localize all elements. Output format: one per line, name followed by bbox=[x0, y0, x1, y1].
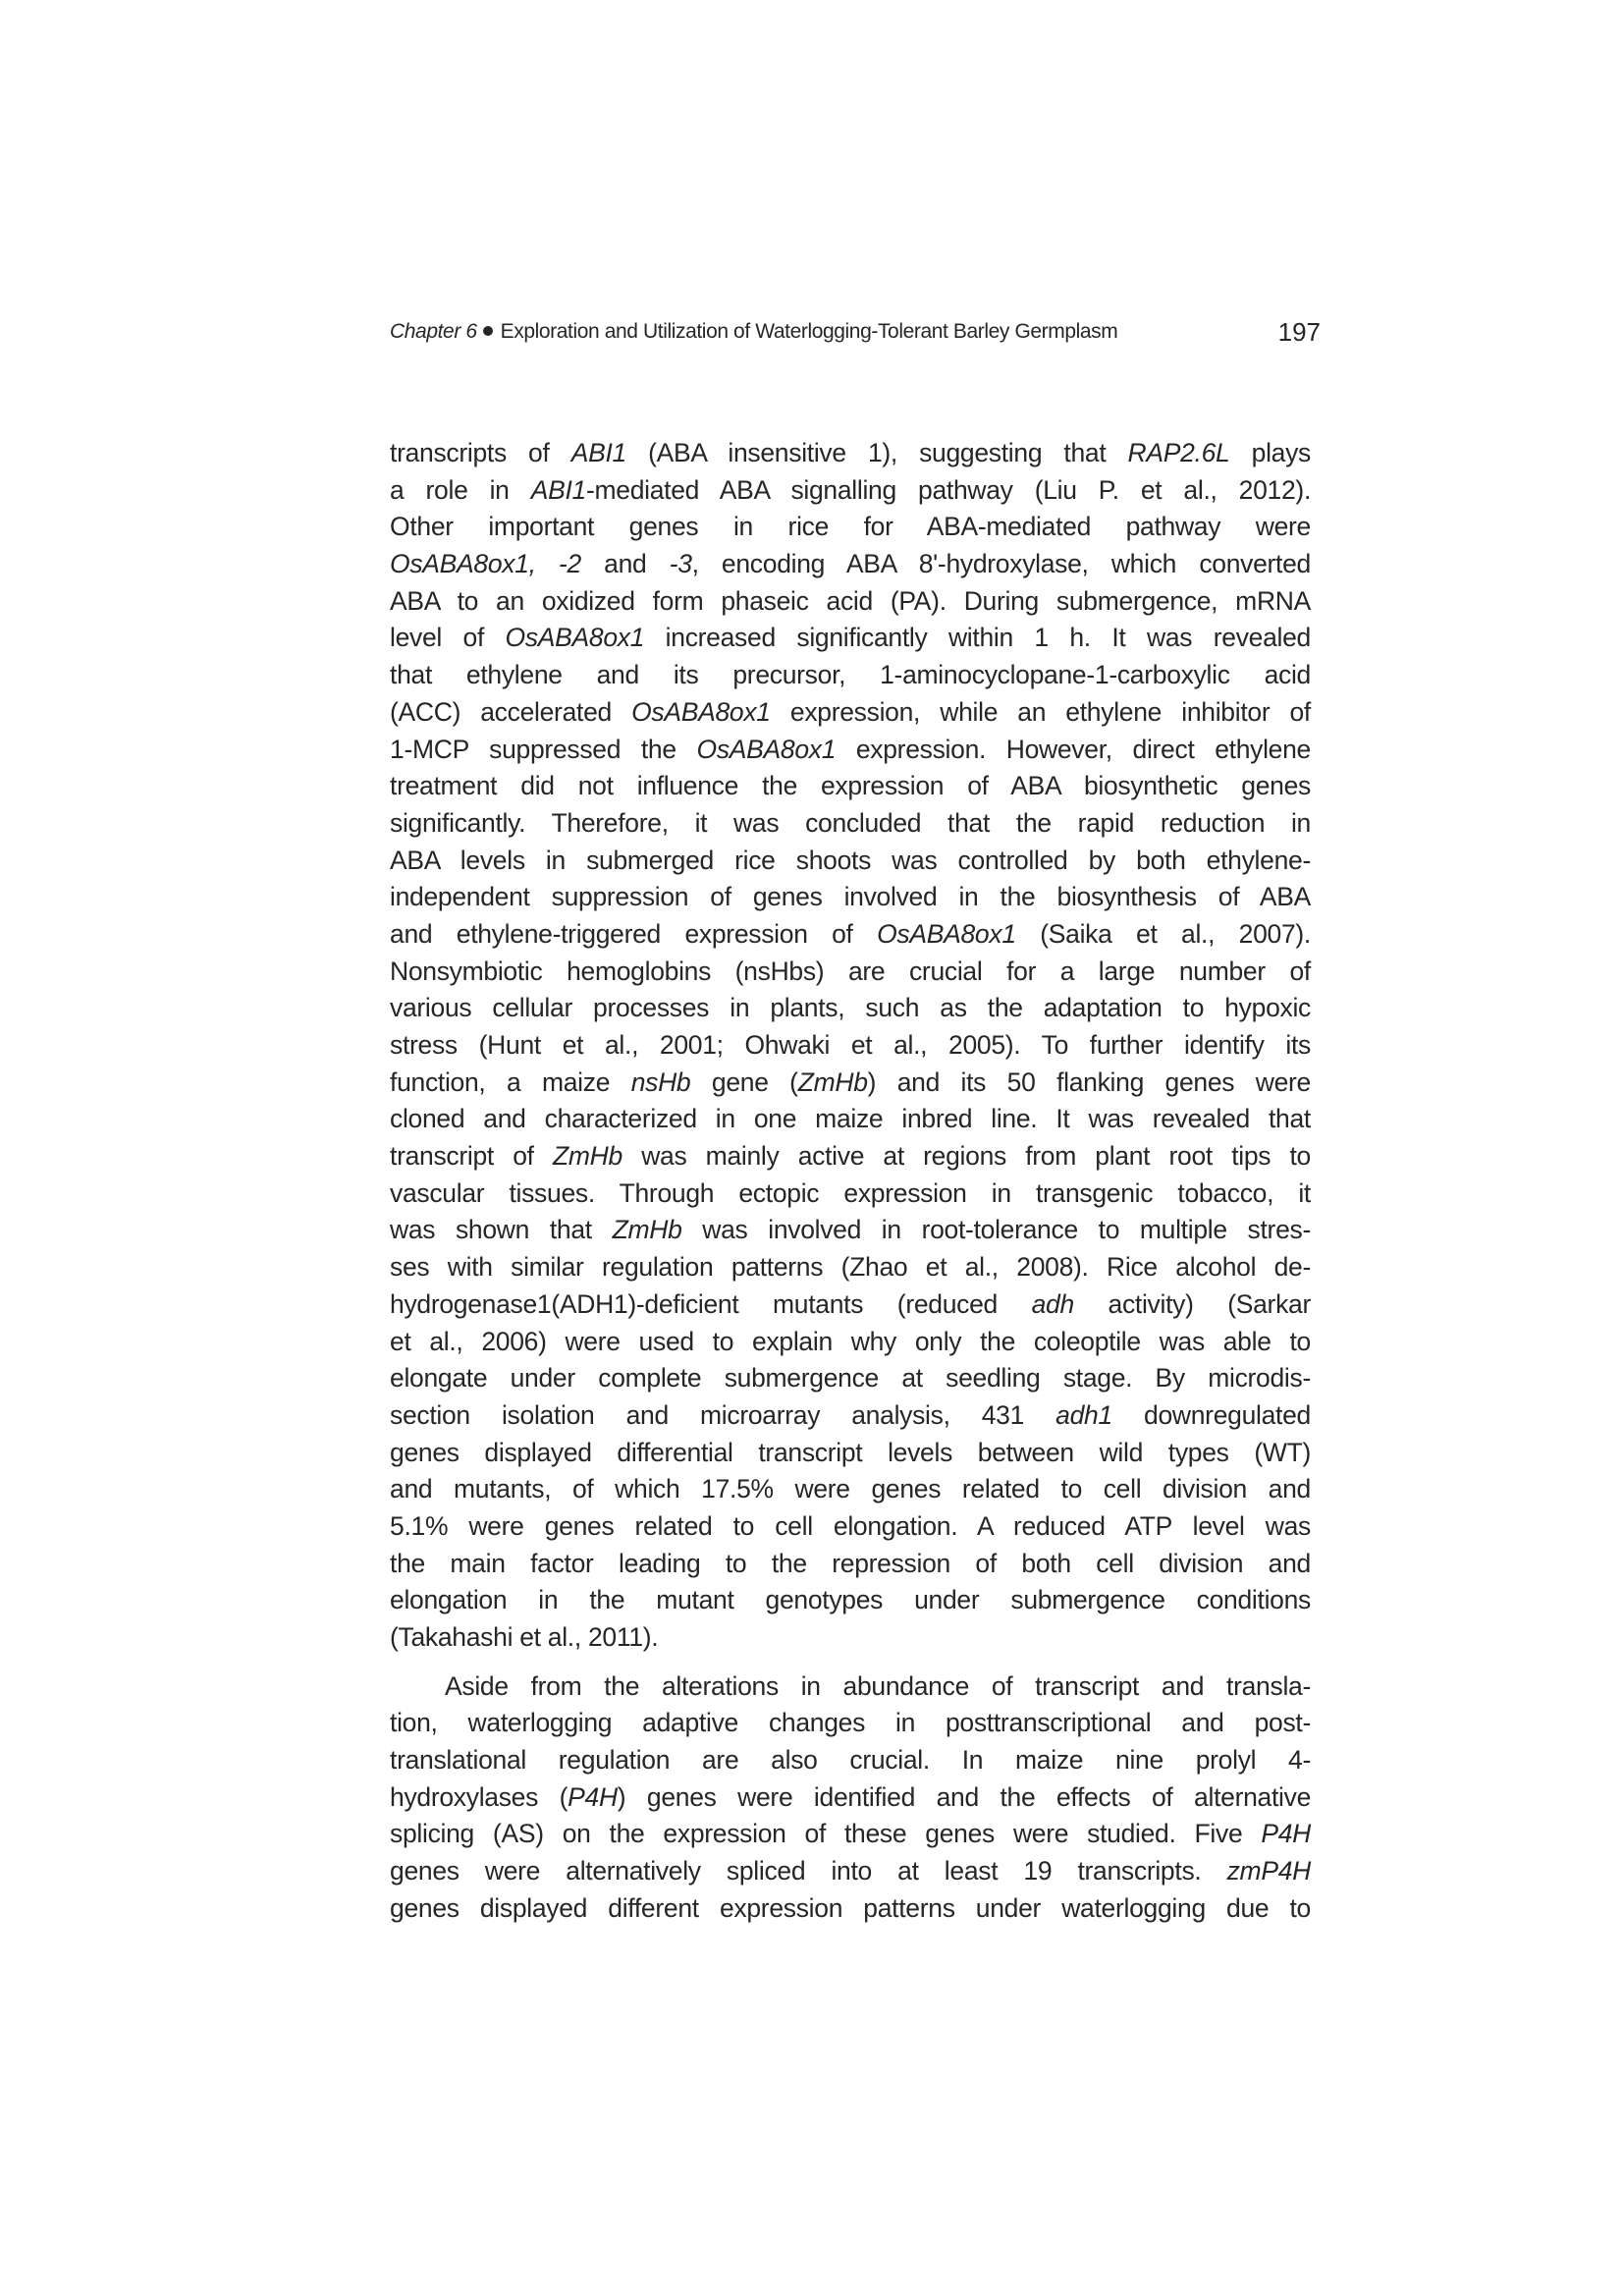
text-line bbox=[390, 1705, 1311, 1742]
text-run: the main factor leading to the repression of both cell division and bbox=[390, 1548, 1311, 1578]
bullet-icon bbox=[483, 326, 493, 336]
text-line bbox=[390, 1435, 1311, 1472]
text-line bbox=[390, 1582, 1311, 1619]
text-line bbox=[390, 732, 1311, 769]
text-run: was mainly active at regions from plant root tips to bbox=[622, 1141, 1311, 1172]
text-line bbox=[390, 1779, 1311, 1817]
text-line bbox=[390, 1890, 1311, 1928]
text-line bbox=[390, 620, 1311, 657]
gene-name: adh1 bbox=[1055, 1399, 1112, 1430]
gene-name: ZmHb bbox=[797, 1066, 868, 1097]
text-run: expression, while an ethylene inhibitor of bbox=[770, 696, 1311, 727]
text-run: vascular tissues. Through ectopic expression in transgenic tobacco, it bbox=[390, 1177, 1311, 1208]
gene-name: P4H bbox=[568, 1781, 618, 1812]
gene-name: nsHb bbox=[630, 1066, 691, 1097]
text-line bbox=[390, 990, 1311, 1027]
text-run: a role in bbox=[390, 474, 531, 505]
text-run: ) and its 50 flanking genes were bbox=[867, 1066, 1311, 1097]
text-run: that ethylene and its precursor, 1-aminocyclopane-1-carboxylic acid bbox=[390, 660, 1311, 690]
text-run: genes displayed different expression patterns under waterlogging due to bbox=[390, 1892, 1311, 1923]
text-run: ses with similar regulation patterns (Zhao et al., 2008). Rice alcohol de- bbox=[390, 1252, 1311, 1283]
text-run: Other important genes in rice for ABA-mediated pathway were bbox=[390, 512, 1311, 542]
text-run: downregulated bbox=[1111, 1399, 1311, 1430]
text-run: genes were alternatively spliced into at least 19 transcripts. bbox=[390, 1856, 1227, 1886]
text-run: transcripts of bbox=[390, 438, 571, 467]
text-run: (ACC) accelerated bbox=[390, 696, 632, 727]
text-run: stress (Hunt et al., 2001; Ohwaki et al., 2005). To further identify its bbox=[390, 1030, 1311, 1060]
text-run: , encoding ABA 8'-hydroxylase, which converted bbox=[691, 549, 1311, 579]
text-line bbox=[390, 1546, 1311, 1583]
text-run: transcript of bbox=[390, 1141, 553, 1172]
text-run: elongate under complete submergence at seedling stage. By microdis- bbox=[390, 1363, 1311, 1394]
text-run: -mediated ABA signalling pathway (Liu P. et al., 2012). bbox=[585, 474, 1312, 505]
gene-name: ZmHb bbox=[553, 1141, 622, 1172]
text-line bbox=[390, 879, 1311, 916]
text-run: plays bbox=[1229, 438, 1311, 467]
gene-name: ZmHb bbox=[612, 1215, 682, 1245]
text-line bbox=[390, 1175, 1311, 1213]
text-run: (Takahashi et al., 2011). bbox=[390, 1622, 659, 1652]
text-run: ) genes were identified and the effects of alternative bbox=[617, 1781, 1312, 1812]
gene-name: RAP2.6L bbox=[1127, 438, 1230, 467]
gene-name: OsABA8ox1 bbox=[877, 918, 1016, 949]
text-line bbox=[390, 1101, 1311, 1138]
text-run: level of bbox=[390, 623, 506, 653]
paragraph-gap bbox=[390, 1657, 1311, 1668]
text-line bbox=[390, 657, 1311, 694]
text-line bbox=[390, 1027, 1311, 1065]
text-line bbox=[390, 805, 1311, 843]
text-line bbox=[390, 1397, 1311, 1435]
paragraph bbox=[390, 1668, 1311, 1928]
gene-name: OsABA8ox1 bbox=[631, 696, 771, 727]
text-run: hydrogenase1(ADH1)-deficient mutants (reduced bbox=[390, 1288, 1032, 1319]
text-run: and bbox=[580, 549, 670, 579]
text-line bbox=[390, 1286, 1311, 1324]
text-line bbox=[390, 1619, 1311, 1657]
text-run: various cellular processes in plants, such as the adaptation to hypoxic bbox=[390, 993, 1311, 1023]
text-line bbox=[390, 1668, 1311, 1706]
gene-name: zmP4H bbox=[1226, 1856, 1311, 1886]
text-line bbox=[390, 1212, 1311, 1249]
text-run: and ethylene-triggered expression of bbox=[390, 918, 878, 949]
gene-name: -3 bbox=[669, 549, 692, 579]
text-line bbox=[390, 916, 1311, 954]
body-text bbox=[390, 435, 1311, 1928]
gene-name: OsABA8ox1 bbox=[505, 623, 645, 653]
text-line bbox=[390, 954, 1311, 991]
text-line bbox=[390, 1471, 1311, 1508]
page-number: 197 bbox=[1277, 317, 1321, 347]
text-line bbox=[390, 843, 1311, 880]
text-run: elongation in the mutant genotypes under submergence conditions bbox=[390, 1585, 1311, 1615]
text-run: Aside from the alterations in abundance of transcript and transla- bbox=[445, 1670, 1311, 1701]
text-run: function, a maize bbox=[390, 1066, 631, 1097]
text-run: activity) (Sarkar bbox=[1073, 1288, 1311, 1319]
text-run: Nonsymbiotic hemoglobins (nsHbs) are crucial for a large number of bbox=[390, 956, 1311, 986]
text-run: section isolation and microarray analysis, 431 bbox=[390, 1399, 1056, 1430]
text-run: gene ( bbox=[690, 1066, 798, 1097]
text-line bbox=[390, 1853, 1311, 1890]
text-line bbox=[390, 1816, 1311, 1853]
text-run: was involved in root-tolerance to multiple stres- bbox=[681, 1215, 1311, 1245]
text-run: splicing (AS) on the expression of these genes were studied. Five bbox=[390, 1819, 1262, 1849]
text-line bbox=[390, 546, 1311, 583]
text-line bbox=[390, 1508, 1311, 1546]
text-run: 5.1% were genes related to cell elongation. A reduced ATP level was bbox=[390, 1510, 1311, 1541]
gene-name: ABI1 bbox=[530, 474, 586, 505]
text-run: 1-MCP suppressed the bbox=[390, 734, 697, 764]
text-run: translational regulation are also crucial. In maize nine prolyl 4- bbox=[390, 1745, 1311, 1776]
text-run: tion, waterlogging adaptive changes in posttranscriptional and post- bbox=[390, 1708, 1311, 1738]
gene-name: adh bbox=[1031, 1288, 1074, 1319]
gene-name: P4H bbox=[1261, 1819, 1311, 1849]
text-line bbox=[390, 1065, 1311, 1102]
chapter-title: Exploration and Utilization of Waterlogging-Tolerant Barley Germplasm bbox=[500, 320, 1118, 343]
running-header bbox=[390, 317, 1321, 347]
text-line bbox=[390, 694, 1311, 732]
text-run: increased significantly within 1 h. It was revealed bbox=[644, 623, 1311, 653]
text-run: hydroxylases ( bbox=[390, 1781, 568, 1812]
text-run: independent suppression of genes involved in the biosynthesis of ABA bbox=[390, 882, 1311, 912]
text-run: and mutants, of which 17.5% were genes related to cell division and bbox=[390, 1474, 1311, 1504]
text-run: genes displayed differential transcript levels between wild types (WT) bbox=[390, 1437, 1311, 1467]
text-line bbox=[390, 768, 1311, 805]
text-run: treatment did not influence the expression of ABA biosynthetic genes bbox=[390, 771, 1311, 801]
text-line bbox=[390, 509, 1311, 546]
text-run: (Saika et al., 2007). bbox=[1015, 918, 1311, 949]
gene-name: OsABA8ox1, -2 bbox=[390, 549, 581, 579]
text-line bbox=[390, 1360, 1311, 1397]
text-run: et al., 2006) were used to explain why only the coleoptile was able to bbox=[390, 1326, 1311, 1356]
text-run: significantly. Therefore, it was concluded that the rapid reduction in bbox=[390, 807, 1311, 838]
text-line bbox=[390, 1138, 1311, 1175]
text-line bbox=[390, 583, 1311, 621]
text-line bbox=[390, 1249, 1311, 1286]
text-line bbox=[390, 435, 1311, 472]
text-run: expression. However, direct ethylene bbox=[836, 734, 1311, 764]
text-run: ABA to an oxidized form phaseic acid (PA). During submergence, mRNA bbox=[390, 585, 1311, 616]
text-run: cloned and characterized in one maize inbred line. It was revealed that bbox=[390, 1104, 1311, 1134]
text-line bbox=[390, 1742, 1311, 1779]
text-line bbox=[390, 472, 1311, 510]
text-line bbox=[390, 1324, 1311, 1361]
gene-name: OsABA8ox1 bbox=[696, 734, 837, 764]
paragraph bbox=[390, 435, 1311, 1657]
text-run: (ABA insensitive 1), suggesting that bbox=[625, 438, 1128, 467]
chapter-label: Chapter 6 bbox=[390, 320, 477, 343]
gene-name: ABI1 bbox=[570, 438, 626, 467]
text-run: ABA levels in submerged rice shoots was controlled by both ethylene- bbox=[390, 845, 1311, 875]
text-run: was shown that bbox=[390, 1215, 613, 1245]
